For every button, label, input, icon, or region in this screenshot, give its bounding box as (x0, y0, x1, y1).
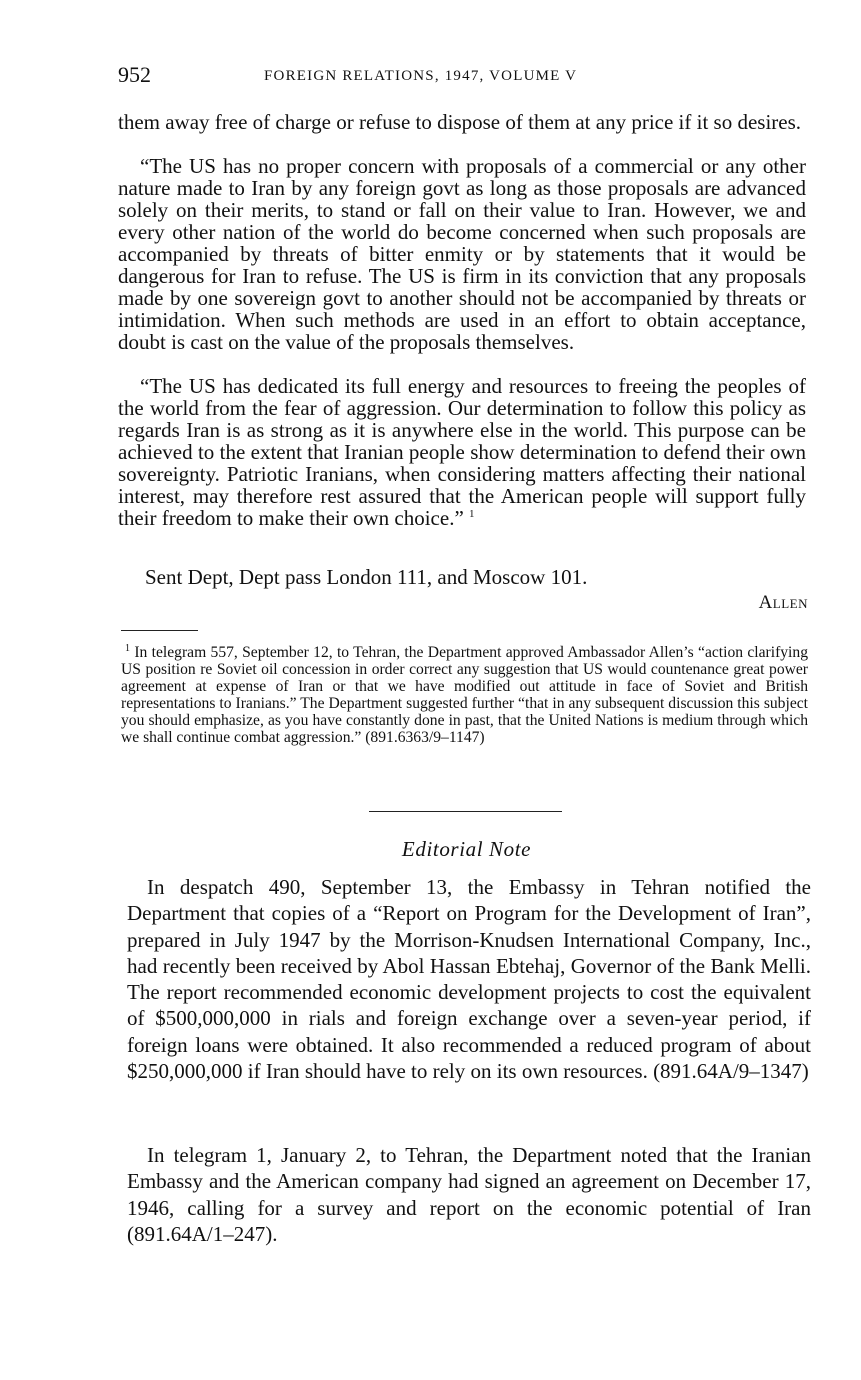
telegram-paragraph-continued: them away free of charge or refuse to dispose of them at any price if it so desires. (118, 110, 802, 134)
running-head: FOREIGN RELATIONS, 1947, VOLUME V (264, 68, 578, 84)
section-divider (369, 811, 562, 812)
footnote-divider (121, 630, 198, 631)
telegram-paragraph-dedication-text: “The US has dedicated its full energy and resources to freeing the peoples of the world from the fear of aggression. Our determination to follow this policy as regards Iran is as strong as it is anywhere else in the world. This purpose can be achieved to the extent that Iranian people show determination to defend their own sovereignty. Patriotic Iranians, when considering matters affecting their national interest, may therefore rest assured that the American people will support fully their freedom to make their own choice.” (118, 374, 806, 530)
footnote-text: In telegram 557, September 12, to Tehran, the Department approved Ambassador Allen’s “action clarifying US position re Soviet oil concession in order correct any suggestion that US would countenance great power agreement at expense of Iran or that we have modified out attitude in face of Soviet and British representations to Iranians.” The Department suggested further “that in any subsequent discussion this subject you should emphasize, as you have constantly done in past, that the United Nations is medium through which we shall continue combat aggression.” (891.6363/9–1147) (121, 644, 808, 747)
page-number: 952 (118, 62, 151, 87)
footnote-reference: 1 (469, 508, 475, 520)
telegram-paragraph-dedication (118, 375, 806, 529)
editorial-note-paragraph-2: In telegram 1, January 2, to Tehran, the Department noted that the Iranian Embassy and the American company had signed an agreement on December 17, 1946, calling for a survey and report on the economic potential of Iran (891.64A/1–247). (127, 1143, 811, 1246)
telegram-paragraph-concern: “The US has no proper concern with proposals of a commercial or any other nature made to Iran by any foreign govt as long as those proposals are advanced solely on their merits, to stand or fall on their value to Iran. However, we and every other nation of the world do become concerned when such proposals are accompanied by threats of bitter enmity or by statements that it would be dangerous for Iran to refuse. The US is firm in its conviction that any proposals made by one sovereign govt to another should not be accompanied by threats or intimidation. When such methods are used in an effort to obtain acceptance, doubt is cast on the value of the proposals themselves. (118, 154, 806, 354)
footnote-marker: 1 (125, 643, 130, 654)
signature: Allen (758, 592, 808, 613)
editorial-note-paragraph-1: In despatch 490, September 13, the Embassy in Tehran notified the Department that copies of a “Report on Program for the Development of Iran”, prepared in July 1947 by the Morrison-Knudsen International Company, Inc., had recently been received by Abol Hassan Ebtehaj, Governor of the Bank Melli. The report recommended economic development projects to cost the equivalent of $500,000,000 in rials and foreign exchange over a seven-year period, if foreign loans were obtained. It also recommended a reduced program of about $250,000,000 if Iran should have to rely on its own resources. (891.64A/9–1347) (127, 875, 811, 1084)
editorial-note-title: Editorial Note (401, 837, 532, 861)
page-header (118, 62, 808, 94)
footnote (121, 640, 808, 746)
sent-line: Sent Dept, Dept pass London 111, and Moscow 101. (145, 565, 588, 589)
